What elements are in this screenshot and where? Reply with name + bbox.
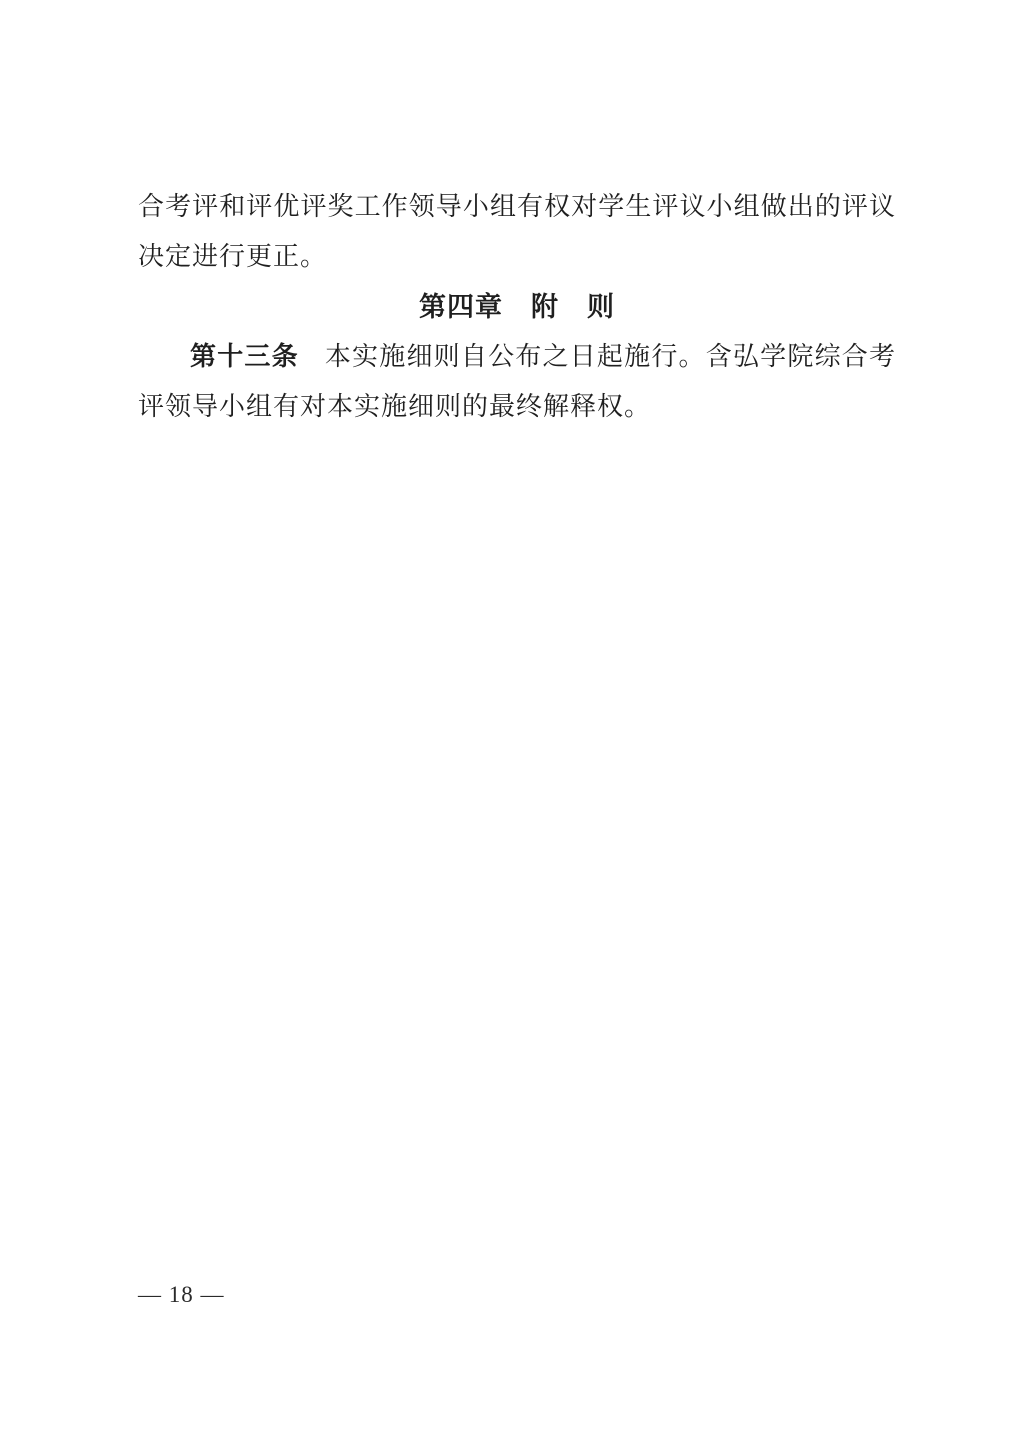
chapter-heading: 第四章 附 则 [419,292,615,322]
article-text: 本实施细则自公布之日起施行。含弘学院综合考评领导小组有对本实施细则的最终解释权。 [138,342,896,421]
article-paragraph [138,332,896,432]
document-body [138,182,896,432]
article-number-label: 第十三条 [190,342,299,371]
page-footer [138,1281,225,1309]
page-number: — 18 — [138,1282,225,1307]
continuation-paragraph: 合考评和评优评奖工作领导小组有权对学生评议小组做出的评议决定进行更正。 [138,192,896,271]
